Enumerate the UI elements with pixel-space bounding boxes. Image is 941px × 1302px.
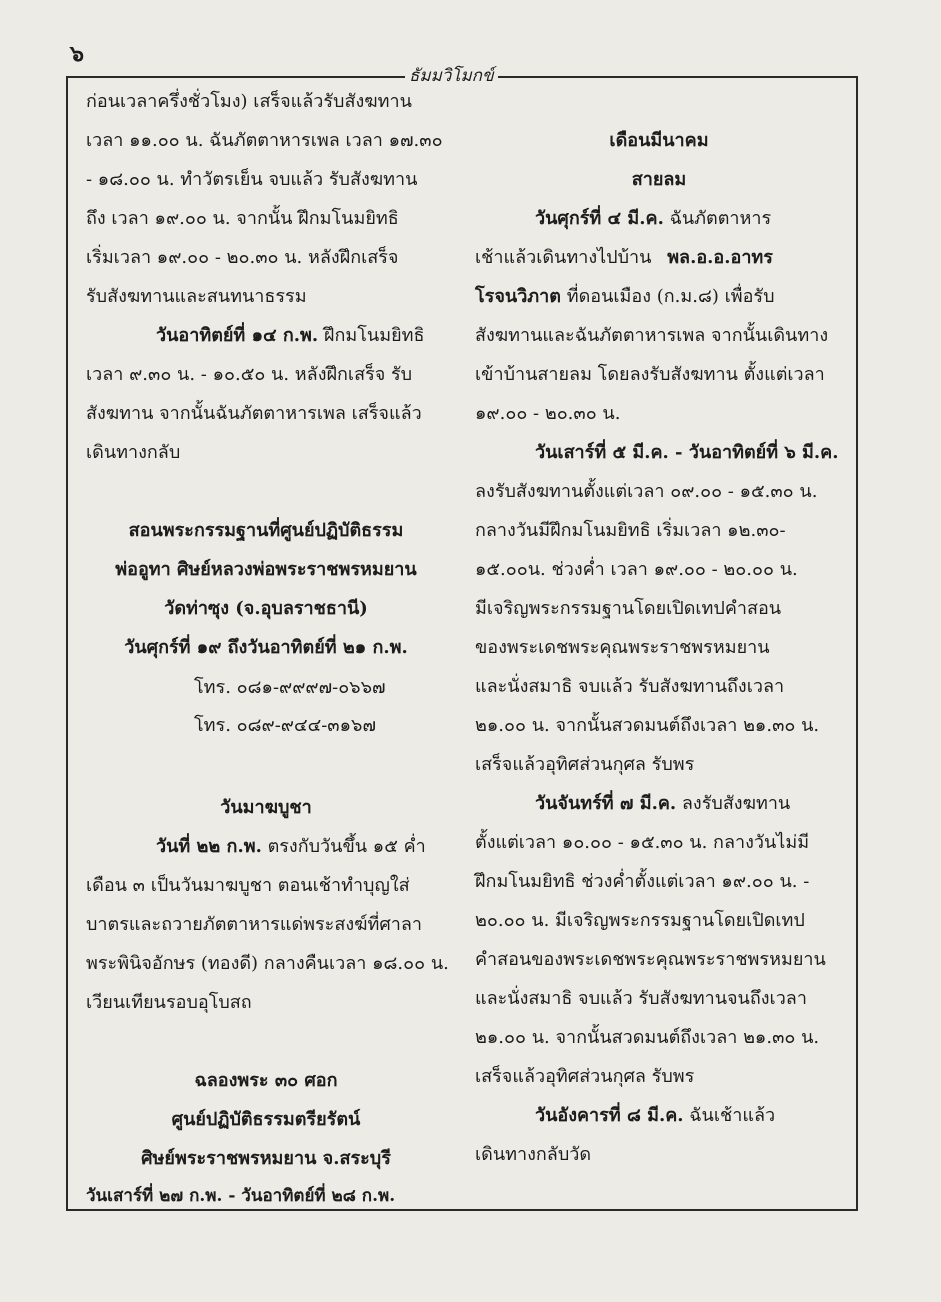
text-line: เริ่มเวลา ๑๙.๐๐ - ๒๐.๓๐ น. หลังฝึกเสร็จ — [86, 247, 399, 268]
text-line: ของพระเดชพระคุณพระราชพรหมยาน — [475, 637, 770, 658]
text-line: กลางวันมีฝึกมโนมยิทธิ เริ่มเวลา ๑๒.๓๐- — [475, 520, 786, 541]
text-line: และนั่งสมาธิ จบแล้ว รับสังฆทานจนถึงเวลา — [475, 988, 807, 1009]
text-line: พระพินิจอักษร (ทองดี) กลางคืนเวลา ๑๘.๐๐ น. — [86, 953, 449, 974]
text-line: คำสอนของพระเดชพระคุณพระราชพรหมยาน — [475, 949, 826, 970]
schedule-entry — [156, 831, 426, 860]
schedule-entry — [535, 1100, 775, 1129]
text-line: - ๑๘.๐๐ น. ทำวัตรเย็น จบแล้ว รับสังฆทาน — [86, 169, 418, 190]
text-line: เดินทางกลับ — [86, 442, 181, 463]
text-line: ๒๑.๐๐ น. จากนั้นสวดมนต์ถึงเวลา ๒๑.๓๐ น. — [475, 715, 820, 736]
entry-date: วันอังคารที่ ๘ มี.ค. — [535, 1105, 684, 1126]
text-line: ๒๐.๐๐ น. มีเจริญพระกรรมฐานโดยเปิดเทป — [475, 910, 805, 931]
text-line: ฝึกมโนมยิทธิ ช่วงค่ำตั้งแต่เวลา ๑๙.๐๐ น. - — [475, 871, 810, 892]
text-line: ๑๙.๐๐ - ๒๐.๓๐ น. — [475, 403, 621, 424]
phone-number: โทร. ๐๘๑-๙๙๙๗-๐๖๖๗ — [194, 677, 386, 698]
text-line: ลงรับสังฆทานตั้งแต่เวลา ๐๙.๐๐ - ๑๕.๓๐ น. — [475, 481, 818, 502]
text-line: ตั้งแต่เวลา ๑๐.๐๐ - ๑๕.๓๐ น. กลางวันไม่มี — [475, 832, 810, 853]
text-line: ลงรับสังฆทาน — [681, 793, 791, 814]
event-title: พ่ออูทา ศิษย์หลวงพ่อพระราชพรหมยาน — [115, 559, 417, 580]
text-line: บาตรและถวายภัตตาหารแด่พระสงฆ์ที่ศาลา — [86, 914, 423, 935]
entry-date: วันที่ ๒๒ ก.พ. — [156, 836, 262, 857]
text-line: ๒๑.๐๐ น. จากนั้นสวดมนต์ถึงเวลา ๒๑.๓๐ น. — [475, 1027, 820, 1048]
schedule-entry — [535, 788, 790, 817]
event-title: ศิษย์พระราชพรหมยาน จ.สระบุรี — [141, 1148, 391, 1169]
event-title: วัดท่าซุง (จ.อุบลราชธานี) — [164, 598, 368, 619]
text-line: เวลา ๑๑.๐๐ น. ฉันภัตตาหารเพล เวลา ๑๗.๓๐ — [86, 130, 443, 151]
text-line: ๑๕.๐๐น. ช่วงค่ำ เวลา ๑๙.๐๐ - ๒๐.๐๐ น. — [475, 559, 798, 580]
text-line: ฉันเช้าแล้ว — [689, 1105, 776, 1126]
text-line: และนั่งสมาธิ จบแล้ว รับสังฆทานถึงเวลา — [475, 676, 785, 697]
text-line: เช้าแล้วเดินทางไปบ้าน พล.อ.อ.อาทร — [475, 247, 773, 268]
entry-date: วันเสาร์ที่ ๕ มี.ค. - วันอาทิตย์ที่ ๖ มี.ค. — [535, 442, 839, 463]
text-line: ตรงกับวันขึ้น ๑๕ ค่ำ — [267, 836, 426, 857]
text-line: สังฆทาน จากนั้นฉันภัตตาหารเพล เสร็จแล้ว — [86, 403, 422, 424]
event-title: ฉลองพระ ๓๐ ศอก — [194, 1070, 338, 1091]
section-title: วันมาฆบูชา — [220, 797, 312, 818]
text-line: ก่อนเวลาครึ่งชั่วโมง) เสร็จแล้วรับสังฆทาน — [86, 91, 412, 112]
running-header: ธัมมวิโมกข์ — [405, 62, 498, 89]
event-title: สอนพระกรรมฐานที่ศูนย์ปฏิบัติธรรม — [128, 520, 404, 541]
text-line: ถึง เวลา ๑๙.๐๐ น. จากนั้น ฝึกมโนมยิทธิ — [86, 208, 399, 229]
entry-date: วันศุกร์ที่ ๔ มี.ค. — [535, 208, 664, 229]
text-line: เสร็จแล้วอุทิศส่วนกุศล รับพร — [475, 1066, 695, 1087]
text-line: มีเจริญพระกรรมฐานโดยเปิดเทปคำสอน — [475, 598, 782, 619]
text-line: สังฆทานและฉันภัตตาหารเพล จากนั้นเดินทาง — [475, 325, 829, 346]
entry-date: วันจันทร์ที่ ๗ มี.ค. — [535, 793, 677, 814]
text-line: เวลา ๙.๓๐ น. - ๑๐.๕๐ น. หลังฝึกเสร็จ รับ — [86, 364, 413, 385]
text-line: ฝึกมโนมยิทธิ — [323, 325, 425, 346]
text-line: โรจนวิภาต ที่ดอนเมือง (ก.ม.๘) เพื่อรับ — [475, 286, 775, 307]
text-line: รับสังฆทานและสนทนาธรรม — [86, 286, 307, 307]
schedule-entry — [535, 203, 771, 232]
phone-number: โทร. ๐๘๙-๙๔๔-๓๑๖๗ — [194, 715, 376, 736]
text-line: เดินทางกลับวัด — [475, 1144, 592, 1165]
entry-date: วันอาทิตย์ที่ ๑๔ ก.พ. — [156, 325, 319, 346]
event-title: ศูนย์ปฏิบัติธรรมตรียรัตน์ — [171, 1109, 361, 1130]
text-line: ฉันภัตตาหาร — [669, 208, 772, 229]
month-title: เดือนมีนาคม — [609, 130, 709, 151]
schedule-entry — [156, 320, 424, 349]
text-line: เสร็จแล้วอุทิศส่วนกุศล รับพร — [475, 754, 695, 775]
text-line: เดือน ๓ เป็นวันมาฆบูชา ตอนเช้าทำบุญใส่ — [86, 875, 410, 896]
page-number: ๖ — [70, 41, 84, 67]
place-title: สายลม — [631, 169, 687, 190]
text-line: เข้าบ้านสายลม โดยลงรับสังฆทาน ตั้งแต่เวลา — [475, 364, 825, 385]
event-date: วันศุกร์ที่ ๑๙ ถึงวันอาทิตย์ที่ ๒๑ ก.พ. — [124, 637, 408, 658]
text-line: เวียนเทียนรอบอุโบสถ — [86, 992, 252, 1013]
event-date: วันเสาร์ที่ ๒๗ ก.พ. - วันอาทิตย์ที่ ๒๘ ก.พ. — [86, 1186, 396, 1206]
